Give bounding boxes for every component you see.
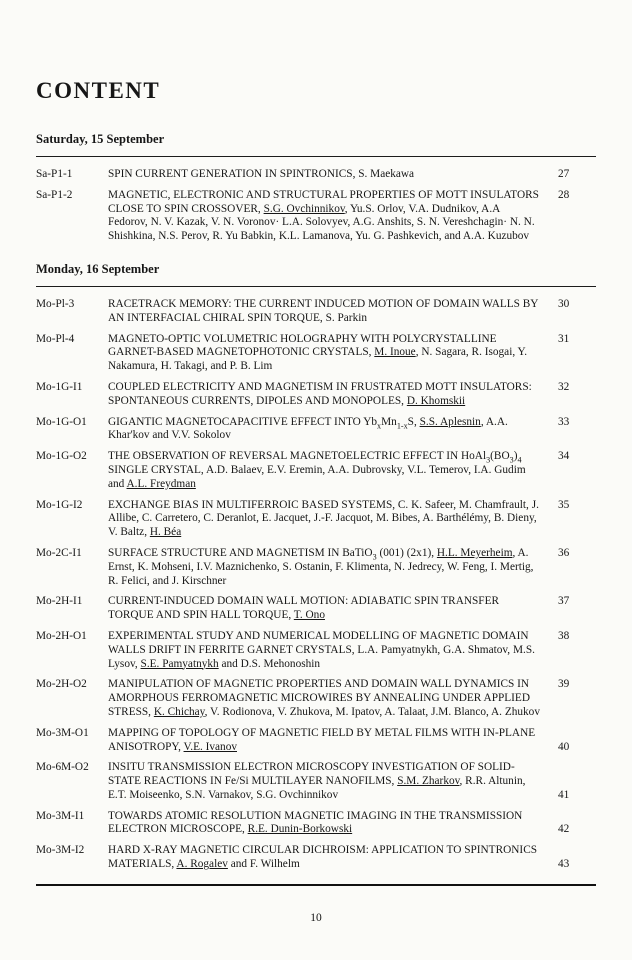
entry-code: Mo-Pl-4 — [36, 332, 75, 345]
entry-code: Mo-3M-I2 — [36, 844, 85, 857]
section-heading: Saturday, 15 September — [36, 132, 165, 146]
entry-title: CURRENT-INDUCED DOMAIN WALL MOTION: ADIABATIC SPIN TRANSFER TORQUE AND SPIN HALL TORQUE, T. Ono — [108, 595, 500, 622]
toc-entry-row — [36, 189, 596, 244]
toc-sections — [36, 132, 596, 872]
entry-title: RACETRACK MEMORY: THE CURRENT INDUCED MOTION OF DOMAIN WALLS BY AN INTERFACIAL CHIRAL SPIN TORQUE, S. Parkin — [108, 297, 539, 324]
toc-entry-row — [36, 810, 596, 838]
entry-code: Mo-2H-I1 — [36, 595, 83, 608]
toc-entry-row — [36, 844, 596, 872]
toc-section — [36, 132, 596, 244]
page-title: CONTENT — [36, 78, 161, 103]
entry-page: 40 — [558, 740, 570, 753]
entry-code: Mo-1G-I2 — [36, 498, 83, 511]
toc-entry-row — [36, 499, 596, 540]
toc-entry-row — [36, 298, 596, 326]
entry-page: 36 — [558, 546, 570, 559]
entry-page: 27 — [558, 168, 570, 180]
entry-title: MAPPING OF TOPOLOGY OF MAGNETIC FIELD BY METAL FILMS WITH IN-PLANE ANISOTROPY, V.E. Ivanov — [108, 726, 536, 753]
entry-title: THE OBSERVATION OF REVERSAL MAGNETOELECTRIC EFFECT IN $HoAl_3(BO_3)_4$ SINGLE CRYSTAL, A.D. Balaev, E.V. Eremin, A.A. Dubrovsky, V.L. Temerov, I.A. Gudim and A.L. Freydman — [108, 450, 526, 490]
entry-title: INSITU TRANSMISSION ELECTRON MICROSCOPY INVESTIGATION OF SOLID-STATE REACTIONS IN Fe/Si MULTILAYER NANOFILMS, S.M. Zharkov, R.R. Altunin, E.T. Moiseenko, S.N. Varnakov, S.G. Ovchinnikov — [108, 761, 526, 801]
entry-page: 32 — [558, 380, 570, 393]
entry-code: Mo-Pl-3 — [36, 297, 75, 310]
entry-page: 28 — [558, 188, 570, 201]
entry-page: 38 — [558, 629, 570, 642]
entry-code: Mo-1G-O2 — [36, 450, 87, 463]
entry-title: MAGNETIC, ELECTRONIC AND STRUCTURAL PROPERTIES OF MOTT INSULATORS CLOSE TO SPIN CROSSOVER, S.G. Ovchinnikov, Yu.S. Orlov, V.A. Dudnikov, A.A Fedorov, N. V. Kazak, V. N. Voronov· L.A. Solovyev, A.G. Anshits, S. N. Vereshchagin· N. N. Shishkina, N.S. Perov, R. Yu Babkin, K.L. Lamanova, Yu. G. Pashkevich, and A.A. Kuzubov — [108, 188, 539, 243]
entry-page: 39 — [558, 678, 570, 691]
section-rule — [36, 156, 596, 157]
toc-entry-row — [36, 381, 596, 409]
entry-title: HARD X-RAY MAGNETIC CIRCULAR DICHROISM: APPLICATION TO SPINTRONICS MATERIALS, A. Rogalev and F. Wilhelm — [108, 844, 538, 871]
entry-title: SPIN CURRENT GENERATION IN SPINTRONICS, S. Maekawa — [108, 168, 415, 180]
bottom-rule — [36, 884, 596, 886]
toc-entry-row — [36, 595, 596, 623]
entry-code: Mo-6M-O2 — [36, 761, 89, 774]
toc-entry-row — [36, 333, 596, 374]
entry-page: 42 — [558, 823, 570, 836]
toc-entry-row — [36, 450, 596, 491]
entry-code: Mo-2H-O1 — [36, 629, 87, 642]
entry-code: Mo-1G-I1 — [36, 380, 83, 393]
entry-title: COUPLED ELECTRICITY AND MAGNETISM IN FRUSTRATED MOTT INSULATORS: SPONTANEOUS CURRENTS, DIPOLES AND MONOPOLES, D. Khomskii — [108, 380, 532, 407]
entry-code: Mo-3M-O1 — [36, 726, 89, 739]
entry-code: Mo-2C-I1 — [36, 546, 82, 559]
section-entries — [36, 298, 596, 872]
toc-entry-row — [36, 678, 596, 719]
toc-entry-row — [36, 727, 596, 755]
footer-page-number: 10 — [310, 912, 322, 924]
entry-page: 41 — [558, 788, 570, 801]
entry-title: MAGNETO-OPTIC VOLUMETRIC HOLOGRAPHY WITH POLYCRYSTALLINE GARNET-BASED MAGNETOPHOTONIC CRYSTALS, M. Inoue, N. Sagara, R. Isogai, Y. Nakamura, H. Takagi, and P. B. Lim — [108, 332, 528, 373]
entry-page: 37 — [558, 595, 570, 608]
entry-page: 31 — [558, 332, 570, 345]
section-entries — [36, 168, 596, 244]
section-heading: Monday, 16 September — [36, 261, 160, 276]
entry-title: MANIPULATION OF MAGNETIC PROPERTIES AND DOMAIN WALL DYNAMICS IN AMORPHOUS FERROMAGNETIC MICROWIRES BY ANNEALING UNDER APPLIED STRESS, K. Chichay, V. Rodionova, V. Zhukova, M. Ipatov, A. Talaat, J.M. Blanco, A. Zhukov — [108, 678, 540, 718]
section-rule — [36, 286, 596, 287]
entry-title: EXPERIMENTAL STUDY AND NUMERICAL MODELLING OF MAGNETIC DOMAIN WALLS DRIFT IN FERRITE GARNET CRYSTALS, L.A. Pamyatnykh, G.A. Shmatov, M.S. Lysov, S.E. Pamyatnykh and D.S. Mehonoshin — [108, 629, 535, 670]
entry-code: Mo-2H-O2 — [36, 678, 87, 691]
toc-entry-row — [36, 168, 596, 182]
entry-page: 35 — [558, 498, 570, 511]
entry-page: 30 — [558, 297, 570, 310]
toc-entry-row — [36, 416, 596, 444]
entry-page: 33 — [558, 415, 570, 428]
entry-title: GIGANTIC MAGNETOCAPACITIVE EFFECT INTO $Yb_xMn_{1-x}S$, S.S. Aplesnin, A.A. Khar'kov and V.V. Sokolov — [108, 415, 508, 442]
entry-page: 34 — [558, 450, 570, 463]
entry-code: Mo-3M-I1 — [36, 809, 85, 822]
entry-title: TOWARDS ATOMIC RESOLUTION MAGNETIC IMAGING IN THE TRANSMISSION ELECTRON MICROSCOPE, R.E. Dunin-Borkowski — [108, 809, 523, 836]
toc-entry-row — [36, 761, 596, 802]
toc-section — [36, 262, 596, 872]
entry-code: Mo-1G-O1 — [36, 415, 87, 428]
entry-page: 43 — [558, 858, 570, 871]
entry-code: Sa-P1-2 — [36, 188, 73, 201]
toc-entry-row — [36, 547, 596, 588]
entry-title: SURFACE STRUCTURE AND MAGNETISM IN BaTiO$_3$ (001) (2x1), H.L. Meyerheim, A. Ernst, K. Mohseni, I.V. Maznichenko, S. Ostanin, F. Klimenta, N. Jedrecy, W. Feng, I. Mertig, R. Felici, and J. Kirschner — [108, 546, 534, 587]
toc-entry-row — [36, 630, 596, 671]
entry-title: EXCHANGE BIAS IN MULTIFERROIC BASED SYSTEMS, C. K. Safeer, M. Chamfrault, J. Allibe, C. Carretero, C. Deranlot, E. Jacquet, J.-F. Jacquot, M. Bibes, A. Barthélémy, B. Dieny, V. Baltz, H. Béa — [108, 498, 539, 539]
entry-code: Sa-P1-1 — [36, 168, 73, 180]
